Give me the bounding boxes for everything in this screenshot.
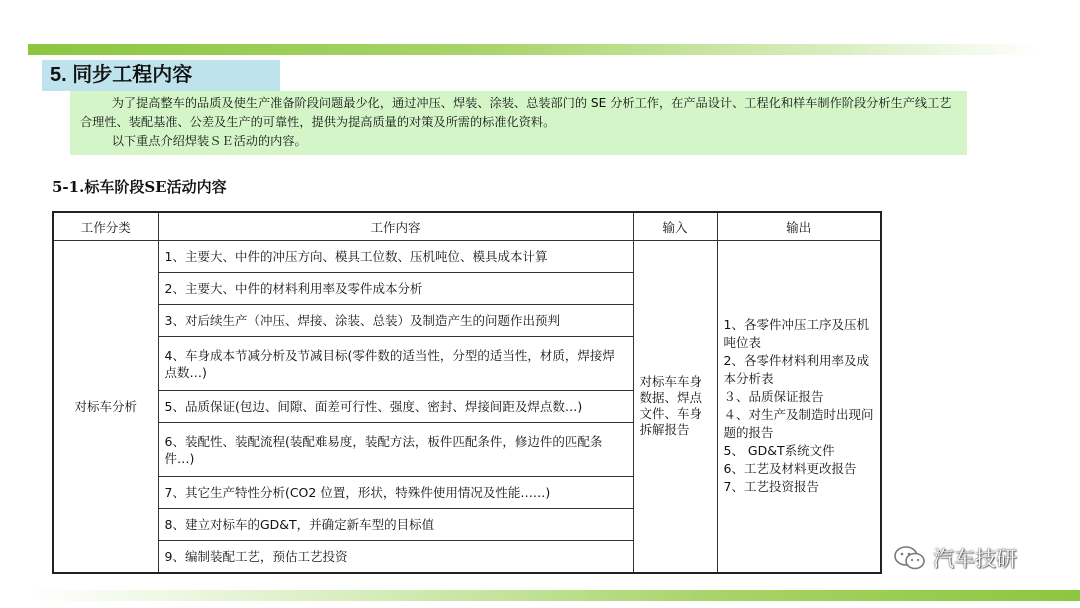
output-item: 2、各零件材料利用率及成本分析表 [723,353,869,387]
bottom-decor-bar [28,590,1080,601]
top-decor-bar [28,44,1038,55]
output-item: 5、 GD&T系统文件 [723,443,835,459]
output-item: 1、各零件冲压工序及压机吨位表 [723,317,869,351]
task-cell: 5、品质保证(包边、间隙、面差可行性、强度、密封、焊接间距及焊点数…) [158,391,633,423]
task-cell: 7、其它生产特性分析(CO2 位置，形状，特殊件使用情况及性能……) [158,477,633,509]
table-row [53,241,881,273]
header-input: 输入 [633,212,717,241]
header-content: 工作内容 [158,212,633,241]
task-cell: 9、编制装配工艺，预估工艺投资 [158,541,633,573]
watermark-text: 汽车技研 [933,547,1017,571]
category-cell: 对标车分析 [53,241,158,573]
output-item: 7、工艺投资报告 [723,479,819,495]
task-cell: 3、对后续生产（冲压、焊接、涂装、总装）及制造产生的问题作出预判 [158,305,633,337]
task-cell: 1、主要大、中件的冲压方向、模具工位数、压机吨位、模具成本计算 [158,241,633,273]
intro-box [70,91,967,155]
output-cell [717,241,881,573]
se-activity-table [52,211,882,574]
input-cell: 对标车车身数据、焊点文件、车身拆解报告 [633,241,717,573]
subheading: 5-1.标车阶段SE活动内容 [52,178,227,196]
output-item: ４、对生产及制造时出现问题的报告 [723,407,874,441]
section-title: 5. 同步工程内容 [42,60,280,91]
task-cell: 4、车身成本节减分析及节减目标(零件数的适当性，分型的适当性，材质，焊接焊点数…) [158,337,633,391]
intro-paragraph-1: 为了提高整车的品质及使生产准备阶段问题最少化，通过冲压、焊装、涂装、总装部门的 SE 分析工作，在产品设计、工程化和样车制作阶段分析生产线工艺合理性、装配基准、公差及生产的可靠性，提供为提高质量的对策及所需的标准化资料。 [80,96,952,129]
task-cell: 8、建立对标车的GD&T，并确定新车型的目标值 [158,509,633,541]
header-output: 输出 [717,212,881,241]
intro-paragraph-2: 以下重点介绍焊装ＳＥ活动的内容。 [111,134,307,148]
watermark [893,543,1017,573]
task-cell: 2、主要大、中件的材料利用率及零件成本分析 [158,273,633,305]
header-category: 工作分类 [53,212,158,241]
task-cell: 6、装配性、装配流程(装配难易度，装配方法，板件匹配条件，修边件的匹配条件…) [158,423,633,477]
output-item: 6、工艺及材料更改报告 [723,461,857,477]
wechat-icon [893,544,927,572]
output-item: ３、品质保证报告 [723,389,824,405]
table-header-row [53,212,881,241]
